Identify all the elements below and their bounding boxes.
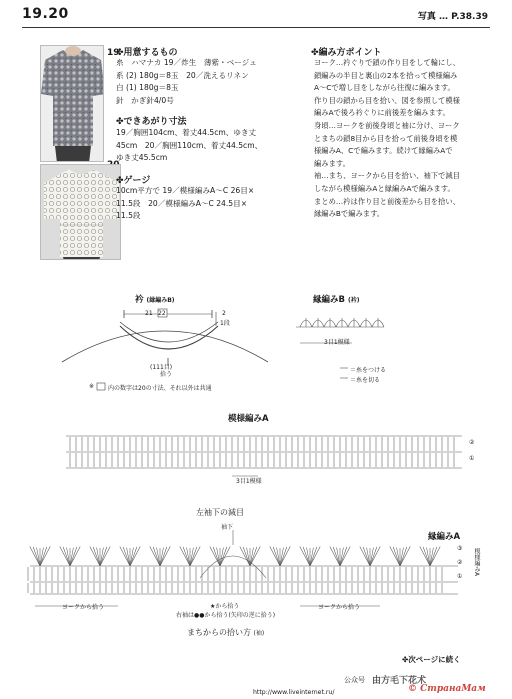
sleeve-fan-stitch (303, 547, 310, 566)
sleeve-fan-stitch (160, 547, 167, 566)
edge-a-row-1: ① (457, 573, 463, 580)
source-url[interactable]: http://www.liveinternet.ru/ (253, 689, 335, 696)
instruction-line: 身頃…ヨークを前後身頃と袖に分け、ヨーク (314, 120, 460, 130)
pick-up-title-text: まちからの拾い方 (187, 628, 251, 637)
yoke-left-label: ヨークから拾う (62, 604, 105, 611)
instructions-title: ✤編み方ポイント (311, 48, 382, 58)
materials-line: 白 (1) 180g＝8玉 (116, 83, 179, 93)
photo-number-19: 19 (107, 48, 120, 58)
collar-pick-sub: 拾う (160, 371, 173, 378)
sleeve-fan-stitch (363, 547, 370, 566)
edge-b-subtitle: (衿) (347, 297, 360, 304)
sleeve-fan-stitch (430, 547, 437, 566)
instruction-line: 編みます。 (314, 158, 350, 168)
pick-up-title (187, 627, 264, 638)
legend-cut: ＝糸を切る (350, 377, 381, 384)
collar-height-unit: 1段 (220, 320, 230, 327)
sleeve-fan-stitch (123, 547, 130, 566)
sleeve-fan-stitch (310, 547, 317, 566)
sleeve-fan-stitch (33, 547, 40, 566)
sleeve-fan-stitch (243, 547, 250, 566)
collar-title-text: 衿 (135, 295, 144, 305)
instruction-line: 編みAで後ろ衿ぐりに前後差を編みます。 (314, 108, 450, 118)
sleeve-fan-stitch (63, 547, 70, 566)
watermark-logo: © СтранаМам (408, 684, 486, 694)
gauge-line: 11.5段 (116, 211, 141, 221)
edge-a-side-label: 模様編みA (473, 548, 480, 577)
sleeve-fan-stitch (393, 547, 400, 566)
instruction-line: とまちの鎖8目から目を拾って前後身頃を模 (314, 133, 458, 143)
gauge-title: ✤ゲージ (116, 176, 151, 186)
sleeve-start-label: ★から拾う (210, 603, 240, 610)
right-sleeve-label: 右袖は●●から拾う(矢印の逆に拾う) (176, 612, 276, 619)
legend-attach: ＝糸をつける (350, 367, 387, 374)
size-line: ゆき丈45.5cm (116, 153, 168, 163)
wechat-label: 公众号 (344, 676, 365, 684)
sleeve-fan-stitch (220, 547, 227, 566)
note-text: 内の数字は20の寸法、それ以外は共通 (108, 385, 212, 392)
collar-pick-label: (111目) (150, 364, 173, 371)
pattern-a-repeat: 3目1模様 (236, 478, 262, 485)
note-mark: ※ (89, 383, 95, 390)
pattern-a-row-1: ① (469, 455, 475, 462)
size-title: ✤できあがり寸法 (116, 117, 187, 127)
instruction-line: 作り目の鎖から目を拾い、図を参照して模様 (314, 95, 460, 105)
materials-line: 系 (2) 180g＝8玉 20／洗えるリネン (116, 70, 249, 80)
sleeve-fan-stitch (370, 547, 377, 566)
photo-reference: 写真 … P.38.39 (417, 12, 488, 22)
instruction-line: まとめ…衿は作り目と前後差から目を拾い、 (314, 196, 460, 206)
collar-width-alt: 22 (158, 310, 166, 317)
continued-label: ✤次ページに続く (402, 655, 461, 664)
instruction-line: 縁編みBで編みます。 (314, 209, 385, 219)
sleeve-fan-stitch (40, 547, 47, 566)
materials-line: 糸 ハマナカ 19／炸生 薄紫・ベージュ (116, 58, 257, 67)
edge-b-title-text: 縁編みB (313, 295, 345, 305)
sleeve-fan-stitch (333, 547, 340, 566)
instruction-line: 鎖編みの半目と裏山の2本を拾って模様編み (314, 70, 458, 80)
pattern-a-row-2: ② (469, 439, 475, 446)
instruction-line: 袖…まち、ヨークから目を拾い、袖下で減目 (314, 171, 460, 181)
instruction-line: A～Cで増し目をしながら往復に編みます。 (314, 83, 455, 93)
materials-title: ✤用意するもの (116, 48, 178, 58)
edge-a-row-2: ② (457, 559, 463, 566)
edge-b-repeat: 3目1模様 (324, 339, 350, 346)
collar-width-label: 21 (145, 310, 153, 317)
sleeve-decrease-title: 左袖下の減目 (196, 508, 244, 517)
edge-a-title: 縁編みA (428, 532, 461, 542)
sleeve-fan-stitch (273, 547, 280, 566)
sleeve-fan-stitch (100, 547, 107, 566)
collar-height-label: 2 (222, 310, 226, 317)
pattern-a-title: 模様編みA (228, 414, 269, 424)
instruction-line: ヨーク…衿ぐりで鎖の作り目をして輪にし、 (314, 58, 460, 67)
wechat-name: 由方毛下花术 (372, 676, 427, 686)
materials-line: 針 かぎ針4/0号 (116, 95, 174, 105)
page-title: 19.20 (22, 6, 69, 22)
gauge-line: 10cm平方で 19／模様編みA～C 26目× (116, 186, 255, 195)
size-line: 45cm 20／胸囲110cm、着丈44.5cm、 (116, 140, 263, 150)
sleeve-under-label: 袖下 (221, 524, 234, 531)
pick-up-subtitle: (袖) (253, 630, 265, 637)
edge-a-row-3: ③ (457, 545, 463, 552)
sleeve-fan-stitch (280, 547, 287, 566)
sleeve-fan-stitch (400, 547, 407, 566)
yoke-right-label: ヨークから拾う (318, 604, 361, 611)
sleeve-fan-stitch (130, 547, 137, 566)
gauge-line: 11.5段 20／模様編みA～C 24.5目× (116, 198, 248, 208)
size-line: 19／胸囲104cm、着丈44.5cm、ゆき丈 (116, 128, 257, 137)
sleeve-fan-stitch (93, 547, 100, 566)
sleeve-fan-stitch (250, 547, 257, 566)
sleeve-fan-stitch (340, 547, 347, 566)
sleeve-fan-stitch (190, 547, 197, 566)
sleeve-fan-stitch (153, 547, 160, 566)
instruction-line: しながら模様編みAと縁編みAで編みます。 (314, 183, 455, 193)
instruction-line: 様編みA、Cで編みます。続けて縁編みAで (314, 146, 453, 156)
sleeve-fan-stitch (183, 547, 190, 566)
sleeve-fan-stitch (423, 547, 430, 566)
collar-subtitle: (縁編みB) (146, 297, 175, 304)
sleeve-fan-stitch (70, 547, 77, 566)
